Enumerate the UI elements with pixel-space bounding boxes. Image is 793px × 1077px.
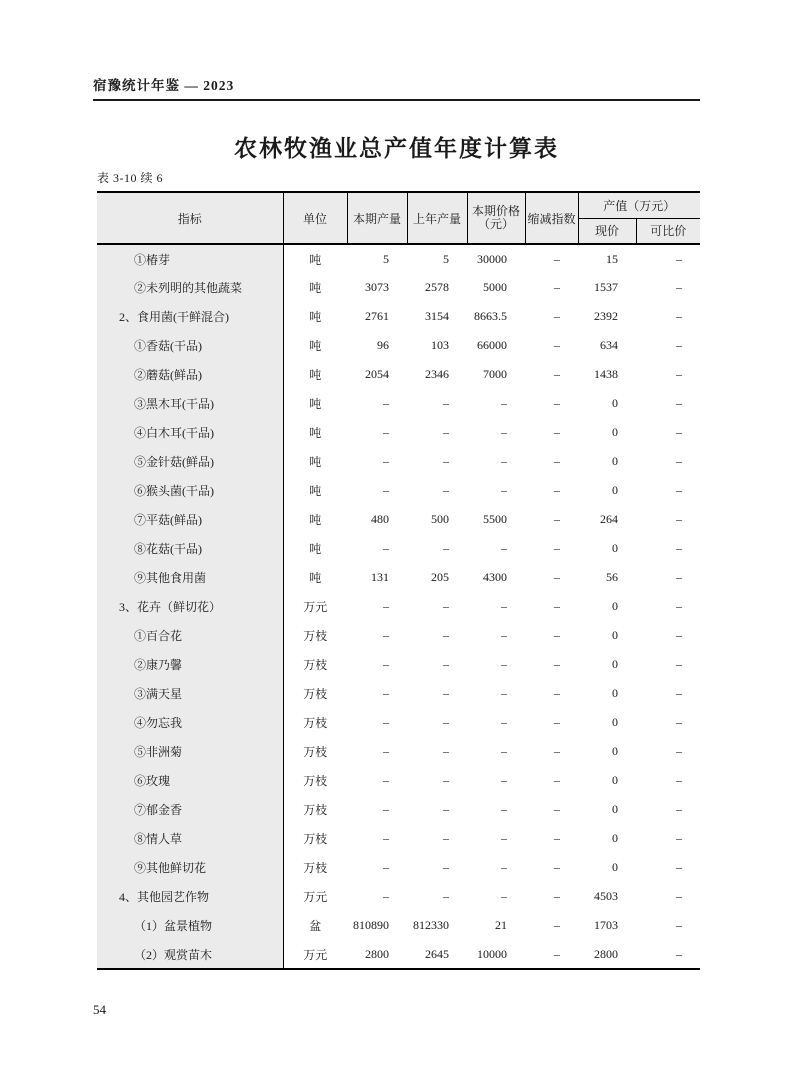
cell-unit: 万枝	[303, 832, 328, 846]
cell-deflator: –	[554, 425, 560, 439]
cell-qty-current: –	[383, 715, 389, 729]
cell-qty-current: –	[383, 599, 389, 613]
cell-qty-current: –	[383, 802, 389, 816]
cell-value-comparable: –	[676, 512, 683, 526]
page-number: 54	[93, 1002, 106, 1017]
cell-qty-prev: –	[443, 541, 449, 555]
header-value-group: 产值（万元）	[578, 192, 700, 218]
cell-unit: 万元	[303, 947, 328, 962]
cell-qty-current: –	[383, 686, 389, 700]
cell-deflator: –	[554, 744, 560, 758]
cell-price: 30000	[477, 251, 507, 266]
cell-value-current: 0	[612, 628, 618, 642]
cell-unit: 吨	[309, 513, 322, 527]
cell-qty-prev: 500	[431, 512, 449, 526]
cell-unit: 吨	[309, 310, 322, 324]
cell-unit: 吨	[309, 252, 322, 267]
cell-price: 5000	[483, 280, 507, 294]
cell-qty-prev: –	[443, 686, 449, 700]
cell-indicator: ④勿忘我	[97, 708, 283, 737]
header-indicator: 指标	[97, 192, 283, 244]
cell-qty-prev: –	[443, 802, 449, 816]
cell-deflator: –	[554, 802, 560, 816]
cell-value-current: 0	[612, 657, 618, 671]
cell-value-comparable: –	[676, 946, 683, 961]
cell-qty-current: –	[383, 889, 389, 903]
cell-indicator: ③黑木耳(干品)	[97, 389, 283, 418]
cell-value-current: 0	[612, 802, 618, 816]
cell-unit: 万元	[303, 890, 328, 904]
cell-qty-current: –	[383, 773, 389, 787]
cell-price: –	[501, 454, 507, 468]
cell-qty-current: –	[383, 860, 389, 874]
header-qty-current: 本期产量	[347, 192, 407, 244]
cell-value-comparable: –	[676, 802, 683, 816]
cell-qty-prev: –	[443, 860, 449, 874]
header-deflator: 缩减指数	[525, 192, 578, 244]
cell-value-current: 0	[612, 425, 618, 439]
cell-value-comparable: –	[676, 628, 683, 642]
cell-qty-current: 131	[371, 570, 389, 584]
cell-price: 5500	[483, 512, 507, 526]
cell-deflator: –	[554, 889, 560, 903]
table-row	[97, 592, 700, 621]
cell-qty-current: 2761	[365, 309, 389, 323]
cell-unit: 万枝	[303, 861, 328, 875]
cell-value-current: 0	[612, 483, 618, 497]
cell-value-comparable: –	[676, 686, 683, 700]
cell-deflator: –	[554, 280, 560, 294]
cell-price: –	[501, 396, 507, 410]
cell-value-comparable: –	[676, 251, 683, 266]
table-row	[97, 360, 700, 389]
cell-price: –	[501, 773, 507, 787]
cell-value-current: 634	[600, 338, 618, 352]
cell-unit: 吨	[309, 281, 322, 295]
cell-value-comparable: –	[676, 280, 683, 294]
cell-value-current: 0	[612, 744, 618, 758]
running-head: 宿豫统计年鉴 — 2023	[93, 78, 235, 93]
header-value-comparable: 可比价	[636, 218, 700, 244]
cell-price: –	[501, 483, 507, 497]
cell-indicator: ⑨其他鲜切花	[97, 853, 283, 882]
cell-value-comparable: –	[676, 338, 683, 352]
cell-qty-current: –	[383, 831, 389, 845]
table-row	[97, 505, 700, 534]
cell-value-current: 2392	[594, 309, 618, 323]
page-title: 农林牧渔业总产值年度计算表	[234, 136, 559, 161]
cell-value-current: 0	[612, 860, 618, 874]
table-row	[97, 418, 700, 447]
cell-unit: 万枝	[303, 716, 328, 730]
cell-unit: 万枝	[303, 745, 328, 759]
cell-price: 21	[495, 918, 507, 932]
table-row	[97, 766, 700, 795]
cell-value-current: 0	[612, 773, 618, 787]
cell-deflator: –	[554, 309, 560, 323]
cell-qty-current: 3073	[365, 280, 389, 294]
cell-price: –	[501, 628, 507, 642]
cell-deflator: –	[554, 831, 560, 845]
table-row	[97, 534, 700, 563]
cell-indicator: ⑧花菇(干品)	[97, 534, 283, 563]
cell-price: –	[501, 744, 507, 758]
cell-unit: 万枝	[303, 658, 328, 672]
table-row	[97, 882, 700, 911]
cell-value-current: 0	[612, 541, 618, 555]
cell-unit: 万枝	[303, 803, 328, 817]
cell-indicator: ③满天星	[97, 679, 283, 708]
cell-value-current: 1438	[594, 367, 618, 381]
cell-value-comparable: –	[676, 570, 683, 584]
cell-deflator: –	[554, 483, 560, 497]
cell-deflator: –	[554, 860, 560, 874]
table-row	[97, 708, 700, 737]
cell-indicator: ⑥玫瑰	[97, 766, 283, 795]
table-row	[97, 447, 700, 476]
cell-unit: 吨	[309, 397, 322, 411]
cell-qty-current: 2800	[365, 946, 389, 961]
cell-value-comparable: –	[676, 657, 683, 671]
cell-value-current: 15	[606, 251, 618, 266]
cell-unit: 万枝	[303, 774, 328, 788]
cell-price: –	[501, 860, 507, 874]
cell-qty-current: –	[383, 744, 389, 758]
cell-deflator: –	[554, 454, 560, 468]
table-row	[97, 563, 700, 592]
cell-price: 4300	[483, 570, 507, 584]
cell-price: –	[501, 686, 507, 700]
cell-price: –	[501, 889, 507, 903]
cell-deflator: –	[554, 918, 560, 932]
cell-value-comparable: –	[676, 918, 683, 932]
table-row	[97, 911, 700, 940]
cell-qty-prev: –	[443, 396, 449, 410]
cell-deflator: –	[554, 396, 560, 410]
header-price	[467, 192, 525, 244]
cell-qty-prev: 3154	[425, 309, 449, 323]
cell-indicator: （2）观赏苗木	[97, 940, 283, 969]
cell-indicator: 3、花卉（鲜切花）	[97, 592, 283, 621]
cell-value-comparable: –	[676, 715, 683, 729]
cell-value-current: 0	[612, 396, 618, 410]
cell-value-comparable: –	[676, 744, 683, 758]
cell-qty-current: 2054	[365, 367, 389, 381]
cell-qty-prev: –	[443, 744, 449, 758]
cell-qty-current: –	[383, 628, 389, 642]
cell-value-comparable: –	[676, 773, 683, 787]
cell-unit: 吨	[309, 484, 322, 498]
cell-indicator: ⑥猴头菌(干品)	[97, 476, 283, 505]
table-row	[97, 940, 700, 969]
cell-qty-current: 480	[371, 512, 389, 526]
cell-value-comparable: –	[676, 425, 683, 439]
header-price-line2: （元）	[477, 217, 514, 231]
cell-indicator: ①百合花	[97, 621, 283, 650]
cell-indicator: ⑧情人草	[97, 824, 283, 853]
cell-value-current: 56	[606, 570, 618, 584]
running-head-rule	[93, 99, 700, 101]
cell-value-current: 264	[600, 512, 618, 526]
table-row	[97, 853, 700, 882]
cell-unit: 吨	[309, 426, 322, 440]
output-value-table	[97, 191, 700, 970]
cell-qty-prev: 103	[431, 338, 449, 352]
cell-unit: 万元	[303, 600, 328, 614]
cell-value-current: 1537	[594, 280, 618, 294]
cell-qty-prev: –	[443, 454, 449, 468]
header-value-current: 现价	[578, 218, 636, 244]
cell-value-current: 0	[612, 831, 618, 845]
cell-value-comparable: –	[676, 831, 683, 845]
cell-qty-prev: 812330	[413, 918, 449, 932]
cell-qty-prev: –	[443, 483, 449, 497]
cell-indicator: ②康乃馨	[97, 650, 283, 679]
cell-qty-prev: –	[443, 773, 449, 787]
table-header	[97, 192, 700, 244]
cell-value-comparable: –	[676, 889, 683, 903]
cell-value-comparable: –	[676, 483, 683, 497]
cell-deflator: –	[554, 367, 560, 381]
table-label: 表 3-10 续 6	[97, 171, 163, 185]
cell-deflator: –	[554, 338, 560, 352]
cell-qty-current: –	[383, 541, 389, 555]
cell-value-comparable: –	[676, 367, 683, 381]
cell-indicator: ②蘑菇(鲜品)	[97, 360, 283, 389]
cell-indicator: ⑦平菇(鲜品)	[97, 505, 283, 534]
cell-indicator: ⑤非洲菊	[97, 737, 283, 766]
cell-qty-prev: 205	[431, 570, 449, 584]
cell-qty-current: –	[383, 425, 389, 439]
table-row	[97, 244, 700, 273]
cell-value-current: 0	[612, 686, 618, 700]
cell-value-comparable: –	[676, 541, 683, 555]
cell-deflator: –	[554, 686, 560, 700]
cell-indicator: ②未列明的其他蔬菜	[97, 273, 283, 302]
cell-deflator: –	[554, 946, 560, 961]
cell-price: –	[501, 541, 507, 555]
cell-indicator: ⑨其他食用菌	[97, 563, 283, 592]
cell-qty-prev: –	[443, 831, 449, 845]
cell-indicator: ①椿芽	[97, 244, 283, 273]
cell-qty-prev: –	[443, 599, 449, 613]
cell-price: –	[501, 425, 507, 439]
cell-qty-current: –	[383, 396, 389, 410]
cell-unit: 万枝	[303, 629, 328, 643]
cell-indicator: ⑦郁金香	[97, 795, 283, 824]
cell-price: –	[501, 831, 507, 845]
cell-qty-prev: 2645	[425, 946, 449, 961]
table-row	[97, 650, 700, 679]
cell-price: –	[501, 715, 507, 729]
cell-unit: 万枝	[303, 687, 328, 701]
cell-unit: 吨	[309, 542, 322, 556]
cell-qty-current: –	[383, 483, 389, 497]
header-qty-prev: 上年产量	[407, 192, 467, 244]
cell-value-current: 1703	[594, 918, 618, 932]
cell-indicator: ⑤金针菇(鲜品)	[97, 447, 283, 476]
cell-unit: 吨	[309, 339, 322, 353]
cell-indicator: （1）盆景植物	[97, 911, 283, 940]
cell-deflator: –	[554, 512, 560, 526]
table-row	[97, 737, 700, 766]
table-row	[97, 621, 700, 650]
cell-indicator: 2、食用菌(干鲜混合)	[97, 302, 283, 331]
cell-indicator: ④白木耳(干品)	[97, 418, 283, 447]
table-row	[97, 273, 700, 302]
cell-value-current: 0	[612, 599, 618, 613]
cell-qty-prev: –	[443, 425, 449, 439]
table-row	[97, 824, 700, 853]
cell-price: 66000	[477, 338, 507, 352]
table-body	[97, 244, 700, 969]
cell-value-comparable: –	[676, 309, 683, 323]
cell-unit: 吨	[309, 571, 322, 585]
cell-price: 7000	[483, 367, 507, 381]
cell-qty-current: –	[383, 454, 389, 468]
cell-indicator: 4、其他园艺作物	[97, 882, 283, 911]
table-row	[97, 331, 700, 360]
cell-qty-current: 810890	[353, 918, 389, 932]
cell-price: –	[501, 599, 507, 613]
table-row	[97, 476, 700, 505]
cell-qty-current: 96	[377, 338, 389, 352]
header-unit: 单位	[283, 192, 347, 244]
cell-qty-current: 5	[383, 251, 389, 266]
table-row	[97, 389, 700, 418]
cell-deflator: –	[554, 715, 560, 729]
table-row	[97, 679, 700, 708]
table-row	[97, 795, 700, 824]
cell-deflator: –	[554, 251, 560, 266]
cell-value-current: 4503	[594, 889, 618, 903]
table-row	[97, 302, 700, 331]
cell-qty-prev: –	[443, 889, 449, 903]
cell-price: –	[501, 802, 507, 816]
cell-value-comparable: –	[676, 860, 683, 874]
cell-deflator: –	[554, 570, 560, 584]
cell-price: –	[501, 657, 507, 671]
cell-deflator: –	[554, 628, 560, 642]
cell-value-comparable: –	[676, 396, 683, 410]
cell-price: 8663.5	[474, 309, 507, 323]
cell-qty-prev: 5	[443, 251, 449, 266]
cell-value-current: 2800	[594, 946, 618, 961]
header-price-line1: 本期价格	[471, 204, 520, 218]
cell-deflator: –	[554, 541, 560, 555]
cell-price: 10000	[477, 946, 507, 961]
cell-qty-prev: –	[443, 657, 449, 671]
cell-value-comparable: –	[676, 599, 683, 613]
cell-deflator: –	[554, 599, 560, 613]
cell-qty-prev: 2578	[425, 280, 449, 294]
cell-unit: 吨	[309, 455, 322, 469]
cell-qty-prev: –	[443, 715, 449, 729]
cell-value-comparable: –	[676, 454, 683, 468]
cell-qty-prev: 2346	[425, 367, 449, 381]
cell-unit: 吨	[309, 368, 322, 382]
cell-qty-current: –	[383, 657, 389, 671]
cell-deflator: –	[554, 773, 560, 787]
cell-qty-prev: –	[443, 628, 449, 642]
cell-value-current: 0	[612, 454, 618, 468]
cell-unit: 盆	[309, 919, 322, 933]
cell-indicator: ①香菇(干品)	[97, 331, 283, 360]
cell-value-current: 0	[612, 715, 618, 729]
cell-deflator: –	[554, 657, 560, 671]
